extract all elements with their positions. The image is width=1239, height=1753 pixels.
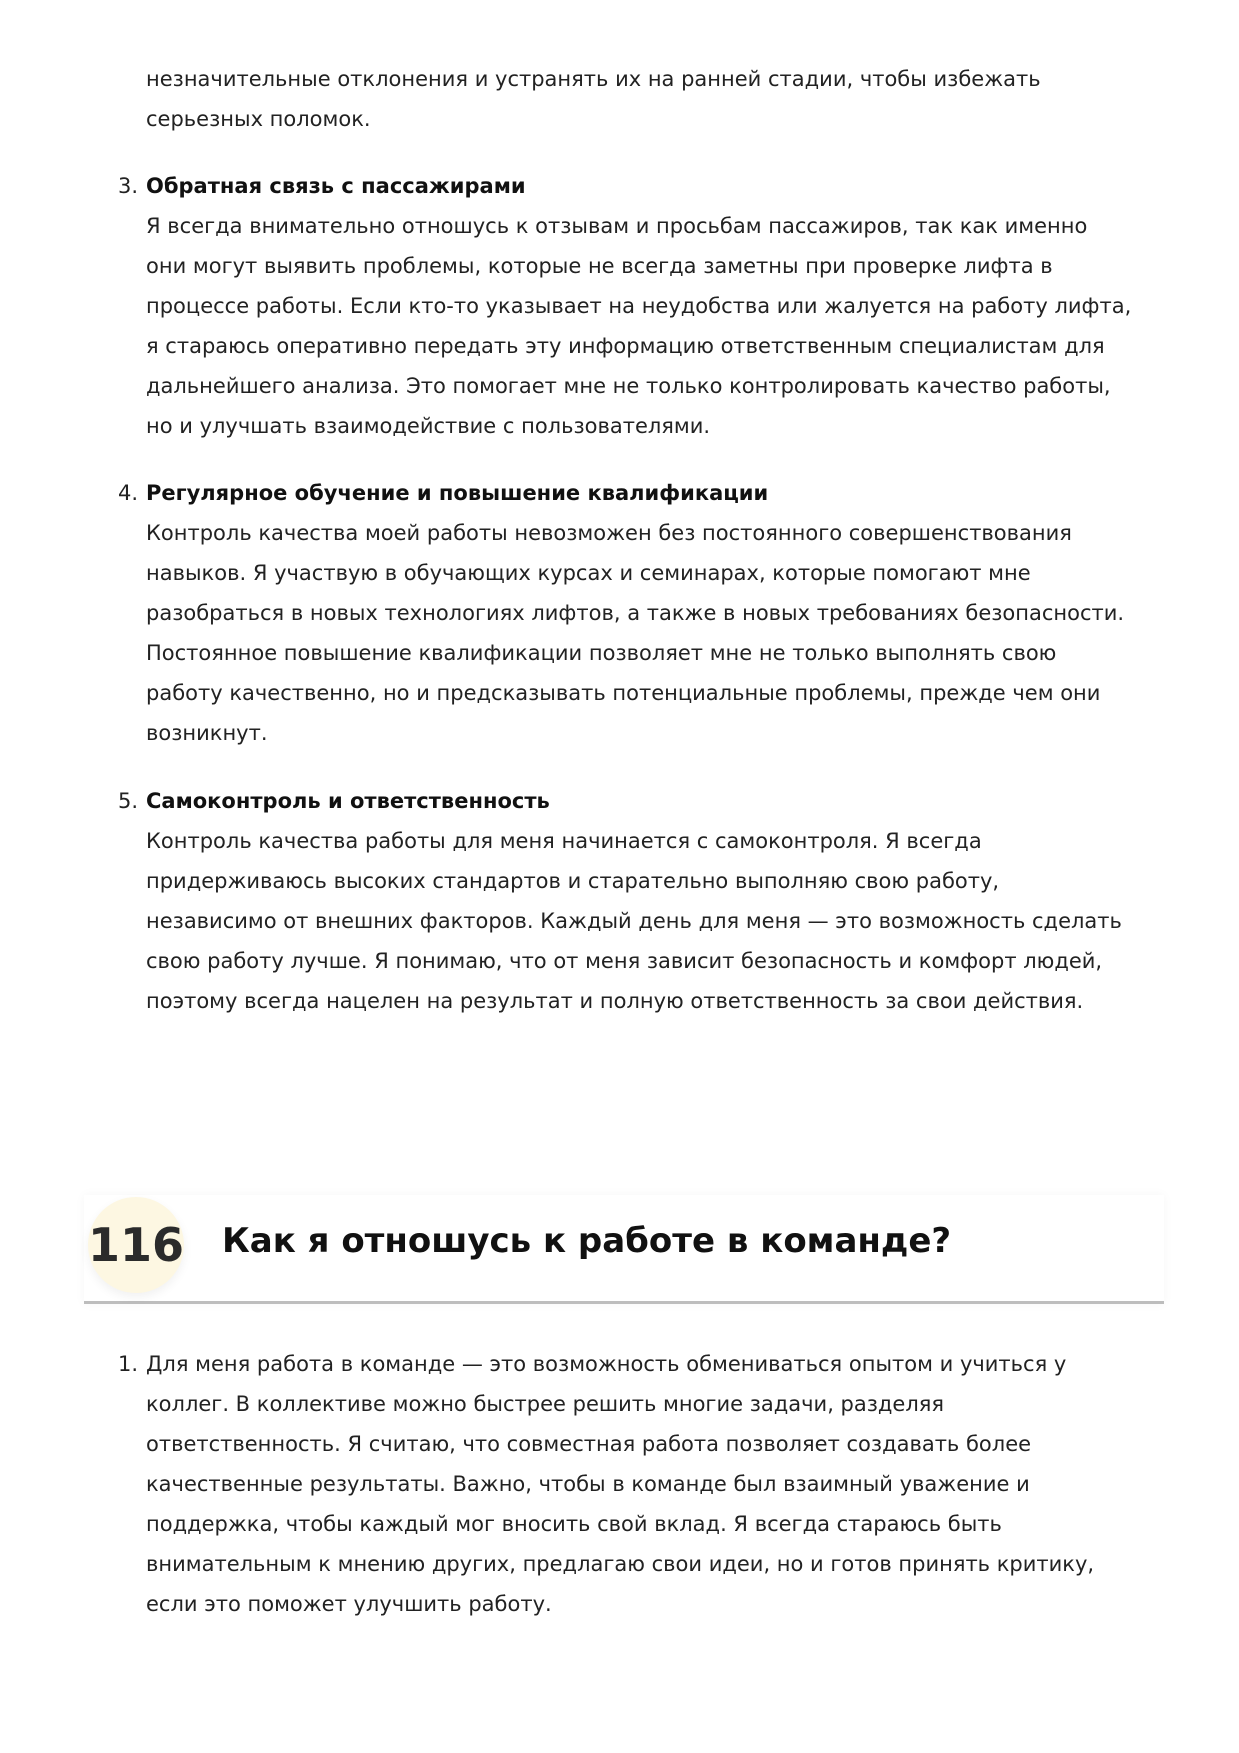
text-line: серьезных поломок. — [146, 107, 371, 131]
text-line: Для меня работа в команде — это возможность обмениваться опытом и учиться у — [146, 1352, 1067, 1376]
item-heading: Регулярное обучение и повышение квалификации — [146, 481, 769, 505]
text-line: поддержка, чтобы каждый мог вносить свой вклад. Я всегда стараюсь быть — [146, 1512, 1002, 1536]
list-item-5 — [118, 781, 1166, 1021]
section-header — [84, 1195, 1164, 1304]
text-line: работу качественно, но и предсказывать потенциальные проблемы, прежде чем они — [146, 681, 1101, 705]
list-item-3 — [118, 166, 1166, 446]
item-number: 5. — [118, 789, 139, 813]
text-line: независимо от внешних факторов. Каждый день для меня — это возможность сделать — [146, 909, 1122, 933]
text-line: Постоянное повышение квалификации позволяет мне не только выполнять свою — [146, 641, 1057, 665]
text-line: внимательным к мнению других, предлагаю свои идеи, но и готов принять критику, — [146, 1552, 1095, 1576]
text-line: дальнейшего анализа. Это помогает мне не только контролировать качество работы, — [146, 374, 1111, 398]
text-line: придерживаюсь высоких стандартов и старательно выполняю свою работу, — [146, 869, 1000, 893]
text-line: если это поможет улучшить работу. — [146, 1592, 552, 1616]
text-line: они могут выявить проблемы, которые не всегда заметны при проверке лифта в — [146, 254, 1053, 278]
section-number-badge: 116 — [88, 1197, 184, 1293]
continuation-text — [146, 59, 1166, 139]
text-line: разобраться в новых технологиях лифтов, а также в новых требованиях безопасности. — [146, 601, 1125, 625]
text-line: возникнут. — [146, 721, 268, 745]
text-line: качественные результаты. Важно, чтобы в команде был взаимный уважение и — [146, 1472, 1030, 1496]
text-line: процессе работы. Если кто-то указывает на неудобства или жалуется на работу лифта, — [146, 294, 1132, 318]
text-line: но и улучшать взаимодействие с пользователями. — [146, 414, 711, 438]
item-heading: Самоконтроль и ответственность — [146, 789, 550, 813]
text-line: навыков. Я участвую в обучающих курсах и семинарах, которые помогают мне — [146, 561, 1031, 585]
section-list-item-1 — [118, 1344, 1166, 1624]
text-line: свою работу лучше. Я понимаю, что от меня зависит безопасность и комфорт людей, — [146, 949, 1103, 973]
text-line: я стараюсь оперативно передать эту информацию ответственным специалистам для — [146, 334, 1105, 358]
list-item-4 — [118, 473, 1166, 753]
text-line: Контроль качества работы для меня начинается с самоконтроля. Я всегда — [146, 829, 982, 853]
text-line: незначительные отклонения и устранять их на ранней стадии, чтобы избежать — [146, 67, 1041, 91]
item-number: 1. — [118, 1352, 139, 1376]
item-number: 4. — [118, 481, 139, 505]
item-number: 3. — [118, 174, 139, 198]
text-line: Контроль качества моей работы невозможен без постоянного совершенствования — [146, 521, 1072, 545]
text-line: ответственность. Я считаю, что совместная работа позволяет создавать более — [146, 1432, 1032, 1456]
item-heading: Обратная связь с пассажирами — [146, 174, 526, 198]
text-line: поэтому всегда нацелен на результат и полную ответственность за свои действия. — [146, 989, 1084, 1013]
text-line: Я всегда внимательно отношусь к отзывам и просьбам пассажиров, так как именно — [146, 214, 1088, 238]
section-title: Как я отношусь к работе в команде? — [222, 1221, 952, 1261]
text-line: коллег. В коллективе можно быстрее решить многие задачи, разделяя — [146, 1392, 945, 1416]
